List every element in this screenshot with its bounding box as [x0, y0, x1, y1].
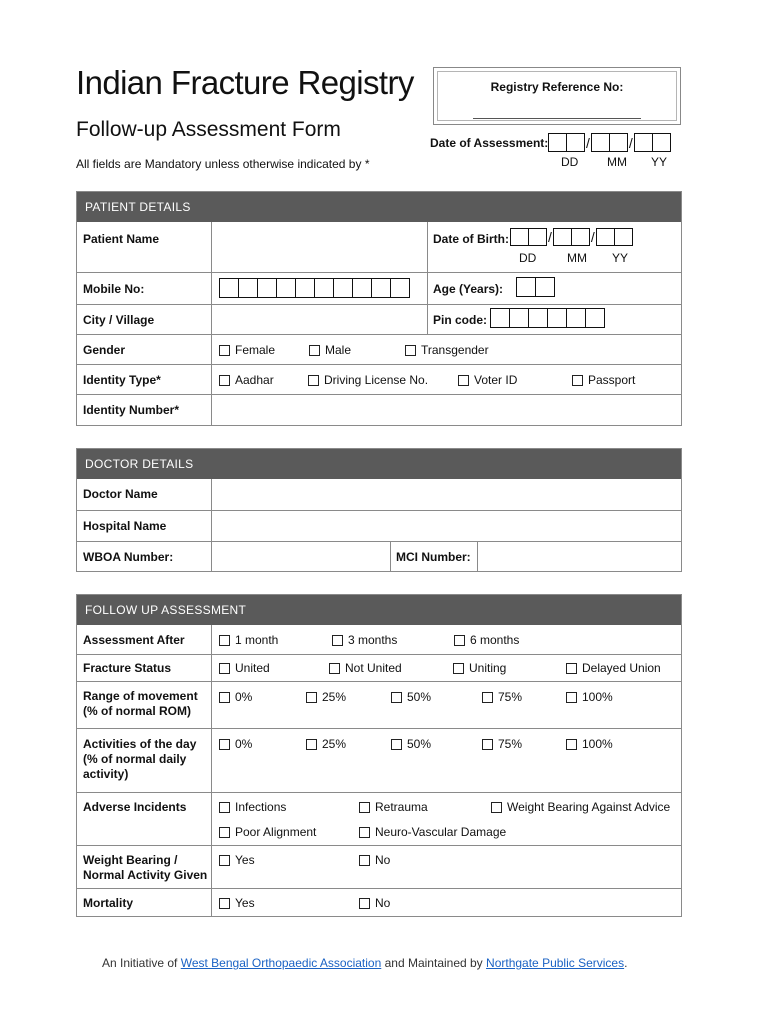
patient-details-heading: PATIENT DETAILS	[77, 192, 681, 222]
rom-0-checkbox[interactable]: 0%	[219, 690, 252, 704]
fracture-uniting-checkbox[interactable]: Uniting	[453, 661, 506, 675]
date-part-mm: MM	[607, 155, 627, 169]
mortality-label: Mortality	[83, 896, 134, 910]
adverse-poor-alignment-checkbox[interactable]: Poor Alignment	[219, 825, 316, 839]
gender-label: Gender	[83, 343, 126, 357]
fracture-status-label: Fracture Status	[83, 661, 172, 675]
hospital-name-row	[77, 510, 681, 541]
assessment-after-label: Assessment After	[83, 633, 185, 647]
identity-number-row	[77, 394, 681, 425]
form-title: Indian Fracture Registry	[76, 64, 414, 101]
gender-row	[77, 334, 681, 364]
activities-label: Activities of the day (% of normal daily activity)	[83, 737, 197, 781]
fracture-status-row	[77, 654, 681, 681]
city-row	[77, 304, 681, 334]
dob-part-yy: YY	[612, 251, 629, 265]
rom-75-checkbox[interactable]: 75%	[482, 690, 522, 704]
mci-label: MCI Number:	[396, 550, 471, 564]
pin-label: Pin code:	[433, 313, 488, 327]
patient-name-input[interactable]	[212, 222, 426, 271]
weight-bearing-no-checkbox[interactable]: No	[359, 853, 390, 867]
adverse-infections-checkbox[interactable]: Infections	[219, 800, 286, 814]
mobile-input[interactable]	[219, 278, 410, 298]
adverse-incidents-row	[77, 792, 681, 845]
registry-reference-label: Registry Reference No:	[490, 80, 624, 94]
doctor-name-row	[77, 479, 681, 510]
dob-label: Date of Birth:	[433, 232, 509, 246]
mortality-yes-checkbox[interactable]: Yes	[219, 896, 255, 910]
fracture-united-checkbox[interactable]: United	[219, 661, 270, 675]
doctor-name-input[interactable]	[212, 479, 681, 509]
doctor-details-heading: DOCTOR DETAILS	[77, 449, 681, 479]
identity-aadhar-checkbox[interactable]: Aadhar	[219, 373, 274, 387]
footer-text: An Initiative of West Bengal Orthopaedic Association and Maintained by Northgate Public Services.	[102, 956, 628, 970]
range-of-movement-row	[77, 681, 681, 728]
weight-bearing-row	[77, 845, 681, 888]
follow-up-section	[76, 594, 682, 917]
rom-label: Range of movement (% of normal ROM)	[83, 689, 198, 718]
mortality-no-checkbox[interactable]: No	[359, 896, 390, 910]
rom-25-checkbox[interactable]: 25%	[306, 690, 346, 704]
activities-75-checkbox[interactable]: 75%	[482, 737, 522, 751]
hospital-name-label: Hospital Name	[83, 519, 167, 533]
adverse-incidents-label: Adverse Incidents	[83, 800, 187, 814]
wboa-mci-row	[77, 541, 681, 571]
dob-part-dd: DD	[519, 251, 537, 265]
identity-driving-license-checkbox[interactable]: Driving License No.	[308, 373, 428, 387]
city-label: City / Village	[83, 313, 155, 327]
mobile-label: Mobile No:	[83, 282, 145, 296]
gender-male-checkbox[interactable]: Male	[309, 343, 351, 357]
fracture-not-united-checkbox[interactable]: Not United	[329, 661, 402, 675]
patient-details-section	[76, 191, 682, 426]
assessment-1-month-checkbox[interactable]: 1 month	[219, 633, 278, 647]
rom-100-checkbox[interactable]: 100%	[566, 690, 613, 704]
assessment-3-months-checkbox[interactable]: 3 months	[332, 633, 397, 647]
mandatory-note: All fields are Mandatory unless otherwise indicated by *	[76, 157, 370, 171]
activities-0-checkbox[interactable]: 0%	[219, 737, 252, 751]
activities-100-checkbox[interactable]: 100%	[566, 737, 613, 751]
mobile-row	[77, 272, 681, 304]
identity-voter-id-checkbox[interactable]: Voter ID	[458, 373, 517, 387]
wboa-link[interactable]: West Bengal Orthopaedic Association	[180, 956, 382, 970]
dob-field[interactable]: / /	[510, 228, 633, 246]
weight-bearing-label: Weight Bearing / Normal Activity Given	[83, 853, 208, 882]
adverse-weight-bearing-checkbox[interactable]: Weight Bearing Against Advice	[491, 800, 670, 814]
city-input[interactable]	[212, 305, 426, 334]
wboa-input[interactable]	[212, 542, 389, 571]
mortality-row	[77, 888, 681, 916]
date-of-assessment-label: Date of Assessment:	[430, 136, 549, 150]
mci-input[interactable]	[478, 542, 681, 571]
assessment-after-row	[77, 625, 681, 654]
form-subtitle: Follow-up Assessment Form	[76, 118, 341, 141]
gender-transgender-checkbox[interactable]: Transgender	[405, 343, 489, 357]
assessment-6-months-checkbox[interactable]: 6 months	[454, 633, 519, 647]
gender-female-checkbox[interactable]: Female	[219, 343, 275, 357]
patient-name-label: Patient Name	[83, 232, 160, 246]
date-of-assessment-field[interactable]: / /	[548, 133, 671, 152]
activities-row	[77, 728, 681, 792]
adverse-neuro-vascular-checkbox[interactable]: Neuro-Vascular Damage	[359, 825, 506, 839]
dob-part-mm: MM	[567, 251, 587, 265]
age-label: Age (Years):	[433, 282, 504, 296]
identity-type-row	[77, 364, 681, 394]
activities-50-checkbox[interactable]: 50%	[391, 737, 431, 751]
wboa-label: WBOA Number:	[83, 550, 174, 564]
identity-passport-checkbox[interactable]: Passport	[572, 373, 635, 387]
identity-number-label: Identity Number*	[83, 403, 180, 417]
follow-up-heading: FOLLOW UP ASSESSMENT	[77, 595, 681, 625]
rom-50-checkbox[interactable]: 50%	[391, 690, 431, 704]
hospital-name-input[interactable]	[212, 511, 681, 541]
adverse-retrauma-checkbox[interactable]: Retrauma	[359, 800, 428, 814]
doctor-name-label: Doctor Name	[83, 487, 158, 501]
weight-bearing-yes-checkbox[interactable]: Yes	[219, 853, 255, 867]
identity-number-input[interactable]	[212, 395, 681, 425]
identity-type-label: Identity Type*	[83, 373, 161, 387]
registry-reference-box	[433, 67, 681, 125]
registry-reference-field[interactable]	[473, 118, 641, 119]
age-input[interactable]	[516, 277, 555, 297]
pin-input[interactable]	[490, 308, 605, 328]
northgate-link[interactable]: Northgate Public Services	[486, 956, 625, 970]
fracture-delayed-union-checkbox[interactable]: Delayed Union	[566, 661, 661, 675]
date-part-yy: YY	[651, 155, 668, 169]
activities-25-checkbox[interactable]: 25%	[306, 737, 346, 751]
date-part-dd: DD	[561, 155, 579, 169]
doctor-details-section	[76, 448, 682, 572]
patient-name-row	[77, 222, 681, 272]
